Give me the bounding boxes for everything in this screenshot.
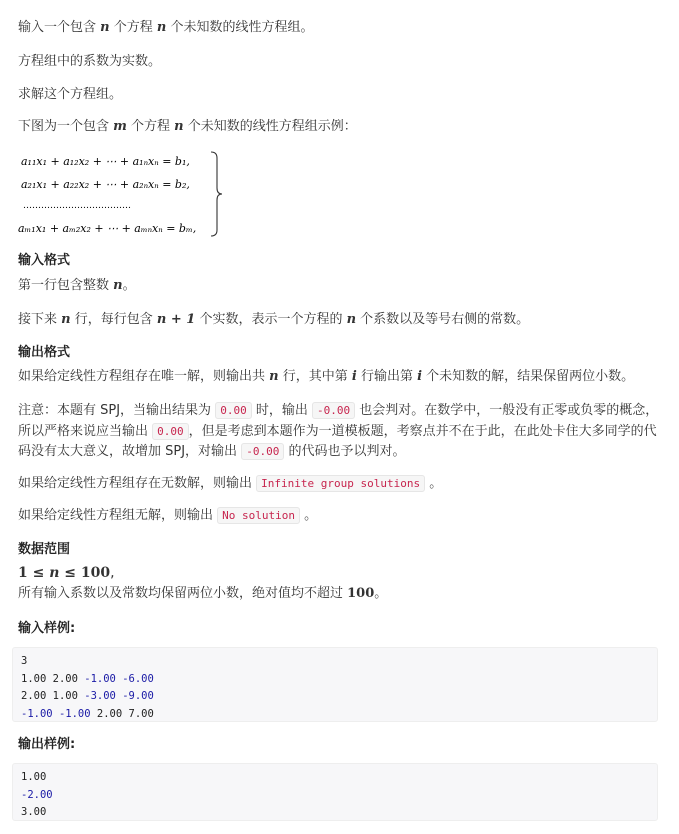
sample-input-line (21, 653, 649, 671)
text: 如果给定线性方程组存在无数解，则输出 (18, 476, 257, 491)
text: 个未知数的线性方程组。 (166, 20, 314, 35)
sample-output-heading: 输出样例: (18, 737, 76, 752)
statement-line-3: 求解这个方程组。 (18, 87, 123, 102)
text: 行，每行包含 (70, 312, 157, 327)
sample-input-line (21, 688, 649, 706)
number: 1.00 (52, 690, 78, 702)
inline-code: Infinite group solutions (256, 475, 425, 492)
text: 所以严格来说应当输出 (18, 424, 153, 439)
text: 输入一个包含 (18, 20, 101, 35)
note-line-1 (18, 402, 658, 420)
math-i: i (351, 369, 357, 384)
negative-number: -9.00 (122, 690, 154, 702)
math: 1 ≤ (18, 565, 50, 581)
no-solution-line (18, 507, 317, 525)
number: 7.00 (128, 707, 154, 720)
text: , (110, 565, 115, 581)
text: 所有输入系数以及常数均保留两位小数，绝对值均不超过 (18, 586, 348, 601)
text: 个方程 (126, 119, 175, 134)
math: ≤ 100 (59, 565, 111, 581)
note-line-2 (18, 423, 657, 441)
number: 3 (21, 655, 28, 667)
inline-code: -0.00 (312, 402, 355, 419)
number: 2.00 (52, 672, 78, 685)
sample-output-line (21, 787, 649, 805)
equation-row-2: a₂₁x₁ + a₂₂x₂ + ⋯ + a₂ₙxₙ = b₂, (21, 178, 190, 191)
right-brace (211, 152, 222, 236)
number: 1.00 (21, 672, 47, 685)
text: ，但是考虑到本题作为一道模板题，考察点并不在于此，在此处卡住大多同学的代 (188, 424, 657, 439)
range-heading: 数据范围 (18, 542, 71, 557)
sample-input-heading: 输入样例: (18, 621, 76, 636)
inline-code: 0.00 (152, 423, 189, 440)
text: 码没有太大意义，故增加 SPJ，对输出 (18, 444, 242, 459)
math-n: n (100, 20, 110, 35)
text: 。 (300, 508, 318, 523)
sample-output-block (12, 763, 658, 821)
number: 2.00 (21, 690, 47, 702)
math-n: n (269, 369, 279, 384)
text: 行输出第 (356, 369, 418, 384)
text: 注意：本题有 SPJ，当输出结果为 (18, 403, 216, 418)
infinite-line (18, 475, 442, 493)
negative-number: -1.00 (84, 672, 116, 685)
text: 行，其中第 (278, 369, 352, 384)
range-line-1 (18, 564, 115, 582)
sample-input-block (12, 647, 658, 722)
math-n: n (61, 312, 71, 327)
text: 。 (122, 278, 136, 293)
number: 2.00 (96, 707, 123, 720)
negative-number: -1.00 (58, 707, 91, 720)
statement-line-4 (18, 118, 357, 136)
note-line-3 (18, 443, 405, 461)
input-format-heading: 输入格式 (18, 253, 71, 268)
math-n: n (174, 119, 184, 134)
text: 个未知数的线性方程组示例： (183, 119, 357, 134)
text: 接下来 (18, 312, 62, 327)
equation-system (18, 148, 228, 240)
text: 。 (374, 586, 388, 601)
text: 时，输出 (251, 403, 312, 418)
math-n: n (49, 565, 60, 581)
text: 如果给定线性方程组存在唯一解，则输出共 (18, 369, 270, 384)
negative-number: -3.00 (84, 690, 116, 702)
number: 3.00 (21, 806, 47, 818)
sample-input-line (21, 706, 649, 724)
negative-number: -1.00 (21, 707, 53, 720)
text: 下图为一个包含 (18, 119, 114, 134)
sample-output-line (21, 769, 649, 787)
text: 个未知数的解，结果保留两位小数。 (422, 369, 635, 384)
output-format-line-1 (18, 368, 634, 386)
input-format-line-1 (18, 277, 136, 295)
equation-row-m: aₘ₁x₁ + aₘ₂x₂ + ⋯ + aₘₙxₙ = bₘ, (18, 222, 197, 235)
output-format-heading: 输出格式 (18, 345, 71, 360)
math-n-plus-1: n + 1 (156, 312, 196, 327)
equation-row-dots: ……………………………… (23, 201, 131, 211)
inline-code: -0.00 (241, 443, 284, 460)
text: 的代码也予以判对。 (284, 444, 406, 459)
text: 也会判对。在数学中，一般没有正零或负零的概念， (355, 403, 659, 418)
sample-output-line (21, 804, 649, 822)
math-n: n (346, 312, 357, 327)
text: 如果给定线性方程组无解，则输出 (18, 508, 218, 523)
math-n: n (156, 20, 167, 35)
math-n: n (113, 278, 123, 293)
text: 个实数，表示一个方程的 (195, 312, 347, 327)
statement-line-2: 方程组中的系数为实数。 (18, 54, 162, 69)
text: 个系数以及等号右侧的常数。 (356, 312, 530, 327)
number: 1.00 (21, 771, 47, 783)
sample-input-line (21, 671, 649, 689)
statement-line-1 (18, 19, 313, 37)
math-100: 100 (347, 586, 375, 601)
negative-number: -2.00 (21, 788, 53, 801)
inline-code: 0.00 (215, 402, 252, 419)
math-i: i (417, 369, 423, 384)
inline-code: No solution (217, 507, 300, 524)
text: 个方程 (109, 20, 157, 35)
text: 。 (425, 476, 443, 491)
text: 第一行包含整数 (18, 278, 114, 293)
negative-number: -6.00 (122, 672, 154, 685)
equation-row-1: a₁₁x₁ + a₁₂x₂ + ⋯ + a₁ₙxₙ = b₁, (21, 155, 190, 168)
math-m: m (113, 119, 127, 134)
range-line-2 (18, 585, 387, 603)
input-format-line-2 (18, 311, 529, 329)
